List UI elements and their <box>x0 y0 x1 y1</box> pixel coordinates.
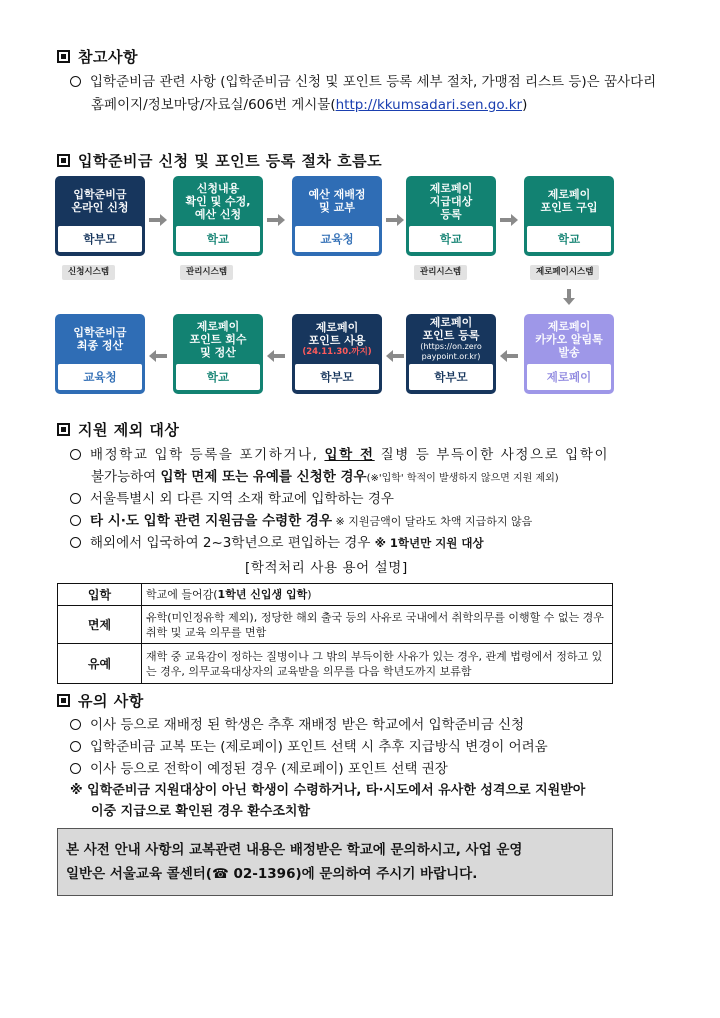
flow-step-text: 입학준비금 <box>73 188 127 201</box>
flow-step-text: 예산 신청 <box>194 207 242 221</box>
terms-table <box>57 583 613 684</box>
flow-step-text: 포인트 구입 <box>540 201 598 214</box>
flow-step-label <box>292 314 382 364</box>
circle-bullet-icon <box>70 719 81 730</box>
flow-step-text: 제로페이 <box>315 321 359 334</box>
flow-step-text: 등록 <box>440 207 462 221</box>
flow-step-text: 포인트 사용 <box>308 334 366 347</box>
flow-step-actor: 교육청 <box>58 364 142 390</box>
flow-step-url: (https://on.zero <box>420 342 482 351</box>
desc-cell: 학교에 들어감(1학년 신입생 입학) <box>142 584 613 606</box>
arrow-right-icon <box>149 214 167 226</box>
flow-step-box <box>173 314 263 394</box>
table-row <box>58 584 613 606</box>
caution-item-3: 이사 등으로 전학이 예정된 경우 (제로페이) 포인트 선택 권장 <box>70 759 448 779</box>
flow-step-actor: 학부모 <box>58 226 142 252</box>
exclusion-item-1: 배정학교 입학 등록을 포기하거나, 입학 전 질병 등 부득이한 사정으로 입학이 <box>70 445 609 465</box>
flow-step-box <box>173 176 263 256</box>
cautions-title: 유의 사항 <box>57 690 144 711</box>
circle-bullet-icon <box>70 537 81 548</box>
notice-line-2: 일반은 서울교육 콜센터(☎ 02-1396)에 문의하여 주시기 바랍니다. <box>66 866 478 882</box>
circle-bullet-icon <box>70 449 81 460</box>
flow-step-text: 지급대상 <box>429 194 473 208</box>
flow-step-text: 온라인 신청 <box>71 201 129 214</box>
flow-step-box <box>292 314 382 394</box>
flow-step-actor: 학부모 <box>409 364 493 390</box>
flow-step-text: 제로페이 <box>429 316 473 329</box>
flow-step-actor: 학교 <box>176 226 260 252</box>
exclusion-item-1-cont: 불가능하여 입학 면제 또는 유예를 신청한 경우(※'입학' 학적이 발생하지 않으면 지원 제외) <box>91 469 559 485</box>
circle-bullet-icon <box>70 515 81 526</box>
flow-step-box <box>55 314 145 394</box>
flow-step-text: 발송 <box>558 345 580 359</box>
reference-line-1: 입학준비금 관련 사항 (입학준비금 신청 및 포인트 등록 세부 절차, 가맹점 리스트 등)은 꿈사다리 <box>70 72 656 92</box>
flow-step-actor: 학교 <box>176 364 260 390</box>
reference-title: 참고사항 <box>57 46 138 67</box>
flow-step-label <box>524 314 614 364</box>
flow-step-label <box>524 176 614 226</box>
caution-item-1: 이사 등으로 재배정 된 학생은 추후 재배정 받은 학교에서 입학준비금 신청 <box>70 715 524 735</box>
flow-step-actor: 제로페이 <box>527 364 611 390</box>
flow-step-text: 입학준비금 <box>73 326 127 339</box>
flow-step-text: 최종 정산 <box>76 339 124 352</box>
flow-step-text: 카카오 알림톡 <box>535 332 603 346</box>
flow-title: 입학준비금 신청 및 포인트 등록 절차 흐름도 <box>57 150 382 171</box>
flow-step-deadline: (24.11.30.까지) <box>302 347 372 357</box>
flow-step-actor: 학교 <box>527 226 611 252</box>
arrow-right-icon <box>267 214 285 226</box>
term-cell: 면제 <box>58 606 142 644</box>
arrow-left-icon <box>267 350 285 362</box>
arrow-left-icon <box>500 350 518 362</box>
flow-step-label <box>55 176 145 226</box>
exclusion-item-2: 서울특별시 외 다른 지역 소재 학교에 입학하는 경우 <box>70 489 394 509</box>
flow-step-label <box>292 176 382 226</box>
circle-bullet-icon <box>70 493 81 504</box>
flow-step-text: 제로페이 <box>547 319 591 333</box>
kkumsadari-link[interactable]: http://kkumsadari.sen.go.kr <box>335 97 523 113</box>
exclusion-item-4: 해외에서 입국하여 2~3학년으로 편입하는 경우 ※ 1학년만 지원 대상 <box>70 533 484 553</box>
flow-step-text: 신청내용 <box>196 181 240 195</box>
arrow-left-icon <box>149 350 167 362</box>
flow-step-box <box>406 176 496 256</box>
square-bullet-icon <box>57 50 70 63</box>
arrow-down-icon <box>563 289 575 305</box>
flow-step-text: 제로페이 <box>196 319 240 333</box>
flow-step-actor: 학교 <box>409 226 493 252</box>
circle-bullet-icon <box>70 76 81 87</box>
desc-cell: 유학(미인정유학 제외), 정당한 해외 출국 등의 사유로 국내에서 취학의무를 이행할 수 없는 경우 취학 및 교육 의무를 면함 <box>142 606 613 644</box>
term-cell: 입학 <box>58 584 142 606</box>
system-tag: 관리시스템 <box>414 265 467 280</box>
flow-step-label <box>406 314 496 364</box>
circle-bullet-icon <box>70 741 81 752</box>
circle-bullet-icon <box>70 763 81 774</box>
flow-step-text: 포인트 등록 <box>422 329 480 342</box>
flow-step-box <box>524 176 614 256</box>
arrow-right-icon <box>386 214 404 226</box>
flow-step-label <box>55 314 145 364</box>
square-bullet-icon <box>57 154 70 167</box>
flow-step-text: 예산 재배정 <box>308 188 366 201</box>
system-tag: 관리시스템 <box>180 265 233 280</box>
flow-step-label <box>406 176 496 226</box>
caution-item-4-cont: 이중 지급으로 확인된 경우 환수조치함 <box>91 804 311 819</box>
notice-line-1: 본 사전 안내 사항의 교복관련 내용은 배정받은 학교에 문의하시고, 사업 운영 <box>66 842 523 858</box>
flow-step-label <box>173 176 263 226</box>
flow-step-text: 포인트 회수 <box>189 332 247 346</box>
reference-line-2: 홈페이지/정보마당/자료실/606번 게시물(http://kkumsadari.sen.go.kr) <box>91 97 528 113</box>
term-cell: 유예 <box>58 644 142 684</box>
table-row <box>58 606 613 644</box>
flow-step-box <box>406 314 496 394</box>
square-bullet-icon <box>57 694 70 707</box>
arrow-left-icon <box>386 350 404 362</box>
table-row <box>58 644 613 684</box>
flow-step-text: 제로페이 <box>429 181 473 195</box>
desc-cell: 재학 중 교육감이 정하는 질병이나 그 밖의 부득이한 사유가 있는 경우, 관계 법령에서 정하고 있는 경우, 의무교육대상자의 교육받을 의무를 다음 학년도까지 보류함 <box>142 644 613 684</box>
flow-step-url: paypoint.or.kr) <box>421 352 481 361</box>
flow-step-text: 제로페이 <box>547 188 591 201</box>
notice-box <box>57 828 613 896</box>
flow-step-text: 확인 및 수정, <box>185 194 251 208</box>
exclusion-title: 지원 제외 대상 <box>57 419 179 440</box>
flow-step-actor: 학부모 <box>295 364 379 390</box>
square-bullet-icon <box>57 423 70 436</box>
flow-step-label <box>173 314 263 364</box>
terms-caption: [학적처리 사용 용어 설명] <box>245 560 408 576</box>
arrow-right-icon <box>500 214 518 226</box>
caution-item-2: 입학준비금 교복 또는 (제로페이) 포인트 선택 시 추후 지급방식 변경이 어려움 <box>70 737 548 757</box>
system-tag: 신청시스템 <box>62 265 115 280</box>
flow-step-box <box>55 176 145 256</box>
flow-step-text: 및 교부 <box>319 201 355 214</box>
flow-step-box <box>524 314 614 394</box>
flow-step-actor: 교육청 <box>295 226 379 252</box>
flow-step-box <box>292 176 382 256</box>
flow-step-text: 및 정산 <box>200 345 236 359</box>
system-tag: 제로페이시스템 <box>530 265 599 280</box>
exclusion-item-3: 타 시·도 입학 관련 지원금을 수령한 경우 ※ 지원금액이 달라도 차액 지급하지 않음 <box>70 511 532 532</box>
caution-item-4: ※ 입학준비금 지원대상이 아닌 학생이 수령하거나, 타·시도에서 유사한 성격으로 지원받아 <box>70 783 586 798</box>
